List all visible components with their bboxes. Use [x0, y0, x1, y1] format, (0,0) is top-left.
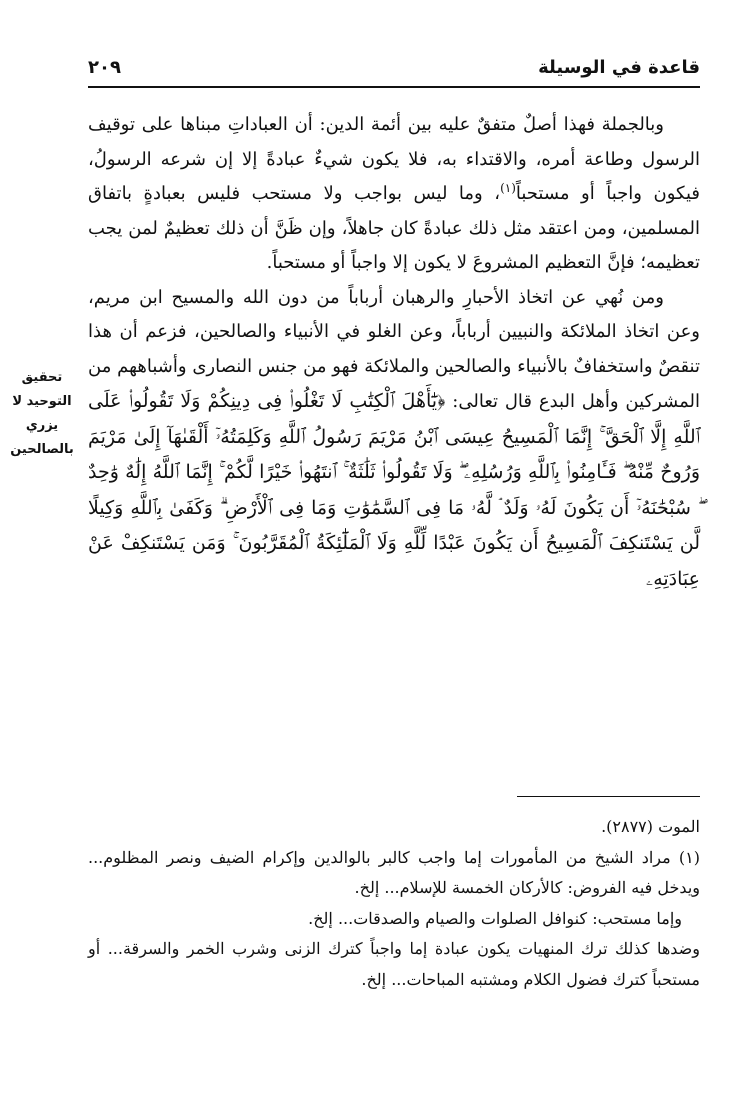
footnote-1-cont: وضدها كذلك ترك المنهيات يكون عبادة إما واجباً كترك الزنى وشرب الخمر والسرقة... أو مستحباً كترك فضول الكلام ومشتبه المباحات... إلخ.: [88, 939, 700, 989]
margin-note-line: بالصالحين: [10, 442, 74, 457]
footnote-separator: [517, 796, 700, 797]
margin-note-line: تحقيق: [21, 370, 63, 385]
page-number: ٢٠٩: [88, 56, 121, 78]
quran-verse: ﴿يَٰٓأَهْلَ ٱلْكِتَٰبِ لَا تَغْلُوا۟ فِى دِينِكُمْ وَلَا تَقُولُوا۟ عَلَى ٱللَّهِ إِلَّا ٱلْحَقَّ ۚ إِنَّمَا ٱلْمَسِيحُ عِيسَى ٱبْنُ مَرْيَمَ رَسُولُ ٱللَّهِ وَكَلِمَتُهُۥٓ أَلْقَىٰهَآ إِلَىٰ مَرْيَمَ وَرُوحٌ مِّنْهُ ۖ فَـَٔامِنُوا۟ بِٱللَّهِ وَرُسُلِهِۦ ۖ وَلَا تَقُولُوا۟ ثَلَٰثَةٌ ۚ ٱنتَهُوا۟ خَيْرًا لَّكُمْ ۚ إِنَّمَا ٱللَّهُ إِلَٰهٌ وَٰحِدٌ ۖ سُبْحَٰنَهُۥٓ أَن يَكُونَ لَهُۥ وَلَدٌ ۘ لَّهُۥ مَا فِى ٱلسَّمَٰوَٰتِ وَمَا فِى ٱلْأَرْضِ ۗ وَكَفَىٰ بِٱللَّهِ وَكِيلًا لَّن يَسْتَنكِفَ ٱلْمَسِيحُ أَن يَكُونَ عَبْدًا لِّلَّهِ وَلَا ٱلْمَلَٰٓئِكَةُ ٱلْمُقَرَّبُونَ ۚ وَمَن يَسْتَنكِفْ عَنْ عِبَادَتِهِۦ: [88, 390, 700, 590]
paragraph-2-text: ومن نُهي عن اتخاذ الأحبارِ والرهبان أرباباً من دون الله والمسيح ابن مريم، وعن اتخاذ الملائكة والنبيين أرباباً، وعن الغلو في الأنبياء والصالحين، فزعم أن هذا تنقصٌ واستخفافٌ بالأنبياء والصالحين والملائكة فهو من جنس النصارى وأشباههم من المشركين وأهل البدع قال تعالى:: [88, 286, 700, 412]
main-text: [88, 108, 700, 597]
page-header: [88, 52, 700, 82]
margin-note-line: يزري: [25, 418, 59, 433]
header-rule: [88, 86, 700, 88]
footnote-1-cont: وإما مستحب: كنوافل الصلوات والصيام والصدقات... إلخ.: [308, 908, 682, 928]
margin-note-line: التوحيد لا: [12, 394, 72, 409]
paragraph-1-text: وبالجملة فهذا أصلٌ متفقٌ عليه بين أئمة الدين: أن العباداتِ مبناها على توقيف الرسول وطاعة أمره، والاقتداء به، فلا يكون شيءٌ عبادةً إلا إن شرعه الرسولُ، فيكون واجباً أو مستحباً: [88, 114, 700, 204]
paragraph-1: [88, 108, 700, 281]
footnote-carryover: الموت (٢٨٧٧).: [601, 817, 700, 836]
footnote-1: (١) مراد الشيخ من المأمورات إما واجب كالبر بالوالدين وإكرام الضيف ونصر المظلوم... ويدخل فيه الفروض: كالأركان الخمسة للإسلام... إلخ.: [88, 847, 700, 897]
margin-note: [4, 366, 80, 462]
paragraph-1-end: ، وما ليس بواجب ولا مستحب فليس بعبادةٍ باتفاق المسلمين، ومن اعتقد مثل ذلك عبادةً كان جاهلاً، وإن ظَنَّ أن ذلك تعظيمٌ لمن يجب تعظيمه؛ فإنَّ التعظيم المشروعَ لا يكون إلا واجباً أو مستحباً.: [88, 183, 700, 273]
footnote-ref-1[interactable]: (١): [500, 181, 516, 195]
running-title: قاعدة في الوسيلة: [538, 56, 700, 78]
footnotes: [88, 812, 700, 995]
paragraph-2: [88, 281, 700, 598]
